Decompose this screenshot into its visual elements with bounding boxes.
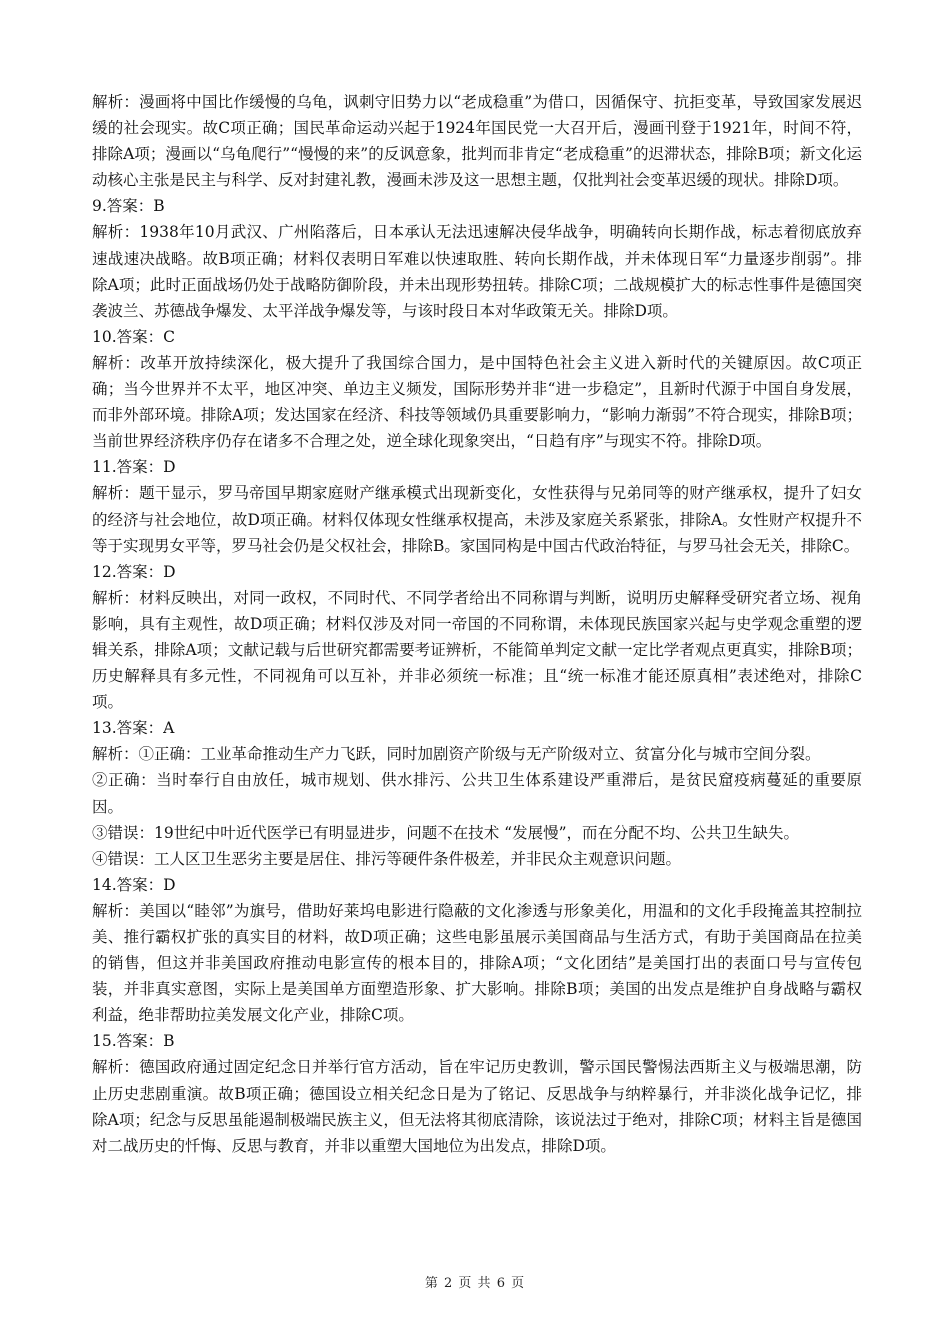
answer-line: 11.答案：D: [92, 458, 176, 477]
question-block: [92, 872, 862, 1029]
question-block: [92, 559, 862, 716]
analysis-paragraph: 解析：1938年10月武汉、广州陷落后，日本承认无法迅速解决侵华战争，明确转向长期作战，标志着彻底放弃速战速决战略。故B项正确；材料仅表明日军难以快速取胜、转向长期作战，并未体现日军“力量逐步削弱”。排除A项；此时正面战场仍处于战略防御阶段，并未出现形势扭转。排除C项；二战规模扩大的标志性事件是德国突袭波兰、苏德战争爆发、太平洋战争爆发等，与该时段日本对华政策无关。排除D项。: [92, 223, 862, 320]
question-block: [92, 324, 862, 454]
analysis-paragraph: ③错误：19世纪中叶近代医学已有明显进步，问题不在技术 “发展慢”，而在分配不均、公共卫生缺失。: [92, 823, 800, 842]
answer-line: 9.答案：B: [92, 197, 165, 216]
analysis-paragraph: 解析：改革开放持续深化，极大提升了我国综合国力，是中国特色社会主义进入新时代的关键原因。故C项正确；当今世界并不太平，地区冲突、单边主义频发，国际形势并非“进一步稳定”，且新时代源于中国自身发展，而非外部环境。排除A项；发达国家在经济、科技等领域仍具重要影响力，“影响力渐弱”不符合现实，排除B项；当前世界经济秩序仍存在诸多不合理之处，逆全球化现象突出，“日趋有序”与现实不符。排除D项。: [92, 353, 862, 451]
analysis-paragraph: 解析：①正确：工业革命推动生产力飞跃，同时加剧资产阶级与无产阶级对立、贫富分化与城市空间分裂。: [92, 745, 821, 764]
analysis-paragraph: 解析：材料反映出，对同一政权，不同时代、不同学者给出不同称谓与判断，说明历史解释受研究者立场、视角影响，具有主观性，故D项正确；材料仅涉及对同一帝国的不同称谓，未体现民族国家兴起与史学观念重塑的逻辑关系，排除A项；文献记载与后世研究都需要考证辨析，不能简单判定文献一定比学者观点更真实，排除B项；历史解释具有多元性，不同视角可以互补，并非必须统一标准；且“统一标准才能还原真相”表述绝对，排除C项。: [92, 588, 862, 712]
page-footer: 第 2 页 共 6 页: [424, 1276, 526, 1291]
answer-line: 10.答案：C: [92, 327, 176, 346]
analysis-paragraph: 解析：题干显示，罗马帝国早期家庭财产继承模式出现新变化，女性获得与兄弟同等的财产继承权，提升了妇女的经济与社会地位，故D项正确。材料仅体现女性继承权提高，未涉及家庭关系紧张，排除A。女性财产权提升不等于实现男女平等，罗马社会仍是父权社会，排除B。家国同构是中国古代政治特征，与罗马社会无关，排除C。: [92, 484, 862, 555]
answer-line: 15.答案：B: [92, 1032, 175, 1051]
analysis-paragraph: 解析：美国以“睦邻”为旗号，借助好莱坞电影进行隐蔽的文化渗透与形象美化，用温和的文化手段掩盖其控制拉美、推行霸权扩张的真实目的材料，故D项正确；这些电影虽展示美国商品与生活方式，有助于美国商品在拉美的销售，但这并非美国政府推动电影宣传的根本目的，排除A项；“文化团结”是美国打出的表面口号与宣传包装，并非真实意图，实际上是美国单方面塑造形象、扩大影响。排除B项；美国的出发点是维护自身战略与霸权利益，绝非帮助拉美发展文化产业，排除C项。: [92, 901, 862, 1025]
answer-analysis-body: [92, 89, 862, 1159]
question-block: [92, 1028, 862, 1158]
question-block: [92, 193, 862, 323]
intro-analysis-paragraph: 解析：漫画将中国比作缓慢的乌龟，讽刺守旧势力以“老成稳重”为借口，因循保守、抗拒变革，导致国家发展迟缓的社会现实。故C项正确；国民革命运动兴起于1924年国民党一大召开后，漫画刊登于1921年，时间不符，排除A项；漫画以“乌龟爬行”“慢慢的来”的反讽意象，批判而非肯定“老成稳重”的迟滞状态，排除B项；新文化运动核心主张是民主与科学、反对封建礼教，漫画未涉及这一思想主题，仅批判社会变革迟缓的现状。排除D项。: [92, 93, 862, 190]
question-block: [92, 715, 862, 872]
answer-line: 12.答案：D: [92, 562, 176, 581]
analysis-paragraph: 解析：德国政府通过固定纪念日并举行官方活动，旨在牢记历史教训，警示国民警惕法西斯主义与极端思潮，防止历史悲剧重演。故B项正确；德国设立相关纪念日是为了铭记、反思战争与纳粹暴行，并非淡化战争记忆，排除A项；纪念与反思虽能遏制极端民族主义，但无法将其彻底清除，该说法过于绝对，排除C项；材料主旨是德国对二战历史的忏悔、反思与教育，并非以重塑大国地位为出发点，排除D项。: [92, 1058, 862, 1155]
analysis-paragraph: ④错误：工人区卫生恶劣主要是居住、排污等硬件条件极差，并非民众主观意识问题。: [92, 849, 682, 868]
question-block: [92, 454, 862, 558]
answer-line: 13.答案：A: [92, 719, 175, 738]
answer-line: 14.答案：D: [92, 875, 176, 894]
analysis-paragraph: ②正确：当时奉行自由放任，城市规划、供水排污、公共卫生体系建设严重滞后，是贫民窟疫病蔓延的重要原因。: [92, 771, 862, 816]
question-list: [92, 193, 862, 1158]
